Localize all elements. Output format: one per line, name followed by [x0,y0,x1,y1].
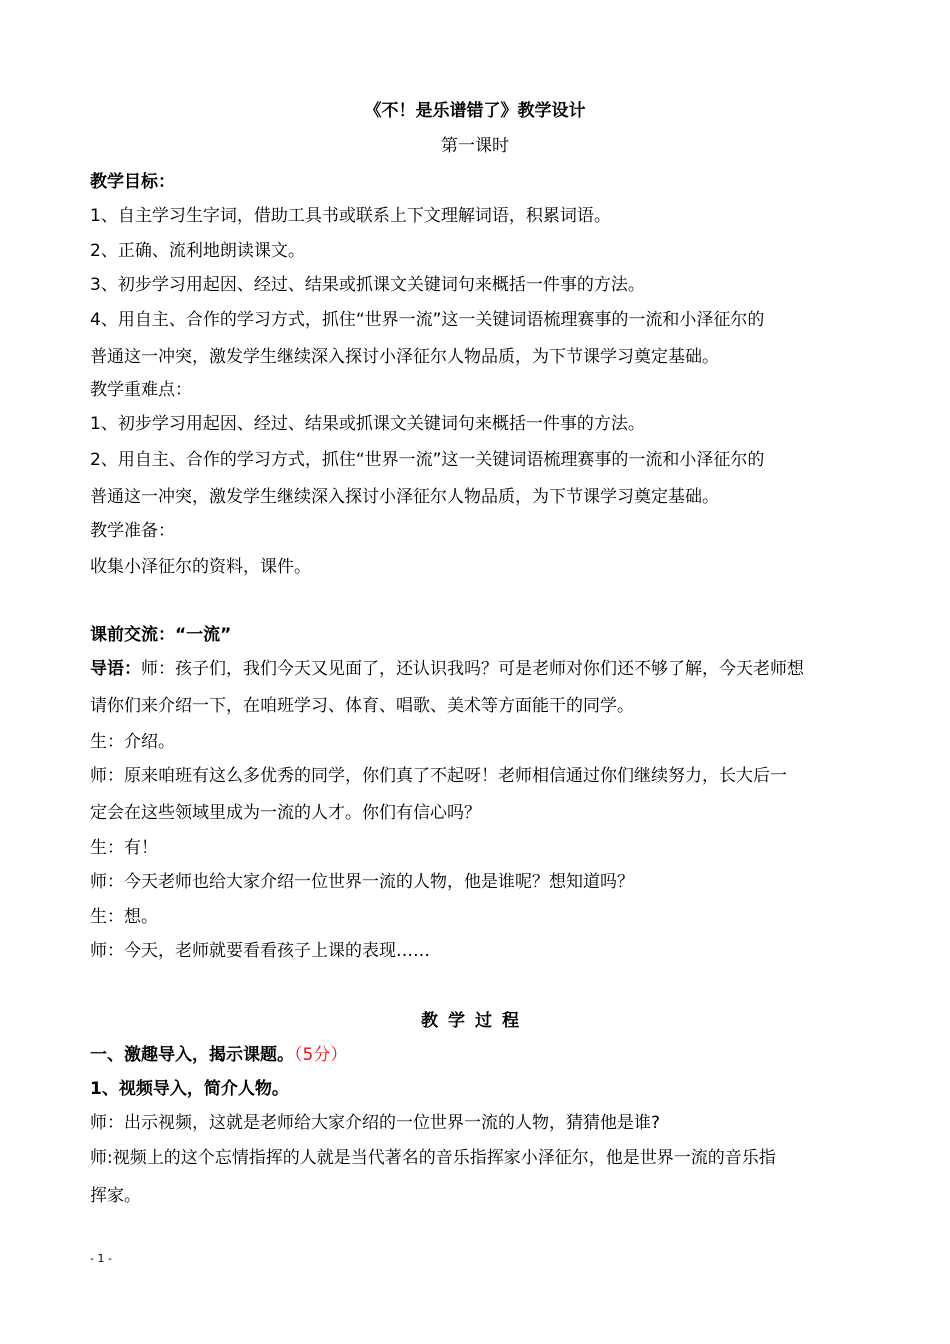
prep-text: 收集小泽征尔的资料，课件。 [90,557,311,577]
section-time: （5分） [294,1045,348,1065]
section-title: 一、激趣导入，揭示课题。 [90,1045,294,1065]
document-subtitle: 第一课时 [441,136,509,156]
dialogue-line: 生：介绍。 [90,732,175,752]
keypoint-item: 普通这一冲突，激发学生继续深入探讨小泽征尔人物品质，为下节课学习奠定基础。 [90,487,719,507]
dialogue-line: 生：有！ [90,838,158,858]
goals-heading: 教学目标： [90,172,175,192]
process-line: 挥家。 [90,1186,141,1206]
section-heading [90,1044,347,1066]
keypoint-item: 1、初步学习用起因、经过、结果或抓课文关键词句来概括一件事的方法。 [90,414,645,434]
dialogue-line: 请你们来介绍一下，在咱班学习、体育、唱歌、美术等方面能干的同学。 [90,696,634,716]
goal-item: 4、用自主、合作的学习方式，抓住“世界一流”这一关键词语梳理赛事的一流和小泽征尔的 [90,310,765,330]
prep-heading: 教学准备： [90,521,175,541]
goal-item: 普通这一冲突，激发学生继续深入探讨小泽征尔人物品质，为下节课学习奠定基础。 [90,347,719,367]
dialogue-line: 师：今天老师也给大家介绍一位世界一流的人物，他是谁呢？想知道吗？ [90,872,634,892]
document-title: 《不！是乐谱错了》教学设计 [364,101,586,121]
subsection-title: 1、视频导入，简介人物。 [90,1079,289,1099]
preclass-heading: 课前交流：“一流” [90,625,232,645]
keypoint-item: 2、用自主、合作的学习方式，抓住“世界一流”这一关键词语梳理赛事的一流和小泽征尔的 [90,450,765,470]
process-line: 师：出示视频，这就是老师给大家介绍的一位世界一流的人物，猜猜他是谁? [90,1113,661,1133]
dialogue-line: 师：原来咱班有这么多优秀的同学，你们真了不起呀！老师相信通过你们继续努力，长大后一 [90,766,787,786]
dialogue-line: 生：想。 [90,907,158,927]
process-heading: 教学过程 [421,1011,529,1031]
intro-label: 导语： [90,659,141,679]
dialogue-text: 师：孩子们，我们今天又见面了，还认识我吗？可是老师对你们还不够了解，今天老师想 [141,659,804,679]
goal-item: 3、初步学习用起因、经过、结果或抓课文关键词句来概括一件事的方法。 [90,275,645,295]
process-line: 师:视频上的这个忘情指挥的人就是当代著名的音乐指挥家小泽征尔，他是世界一流的音乐指 [90,1148,776,1168]
goal-item: 1、自主学习生字词，借助工具书或联系上下文理解词语，积累词语。 [90,206,611,226]
goal-item: 2、正确、流利地朗读课文。 [90,241,305,261]
page-number: - 1 - [90,1252,112,1265]
dialogue-line [90,658,804,680]
dialogue-line: 定会在这些领域里成为一流的人才。你们有信心吗？ [90,803,481,823]
dialogue-line: 师：今天，老师就要看看孩子上课的表现…… [90,941,430,961]
keypoints-heading: 教学重难点： [90,380,192,400]
